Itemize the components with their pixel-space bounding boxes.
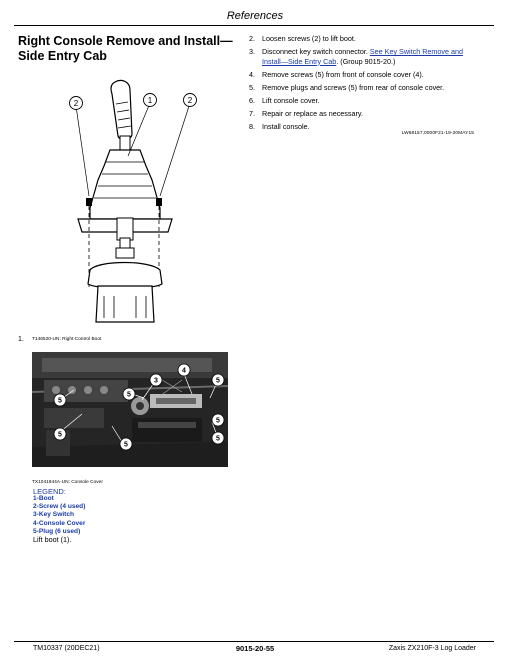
svg-text:5: 5 — [216, 435, 220, 443]
svg-text:5: 5 — [216, 417, 220, 425]
step-item: 5. Remove plugs and screws (5) from rear of console cover. — [249, 82, 445, 92]
callout-5 — [212, 374, 224, 386]
figure1-caption: T146520-UN: Right Control Boot — [32, 337, 102, 342]
callout-1 — [144, 94, 157, 107]
legend-title: LEGEND: — [33, 487, 66, 496]
key-switch-reference-link[interactable]: See Key Switch Remove and Install—Side Entry Cab — [262, 47, 463, 66]
callout-5 — [212, 414, 224, 426]
svg-text:1: 1 — [147, 96, 153, 105]
reference-code: LW68157,0000F21-19-20MAY15 — [401, 131, 474, 136]
callout-2-right — [184, 94, 197, 107]
page-number: 9015-20-55 — [235, 644, 275, 653]
step-item: 3. Disconnect key switch connector. See Key Switch Remove and Install—Side Entry Cab. (Group 9015-20.) — [249, 47, 463, 66]
page-header-label: References — [226, 10, 284, 22]
legend-item: 5-Plug (6 used) — [33, 527, 81, 535]
callout-3 — [150, 374, 162, 386]
callout-4 — [178, 364, 190, 376]
footer-rule — [14, 641, 494, 642]
svg-text:5: 5 — [216, 377, 220, 385]
svg-text:2: 2 — [73, 99, 79, 108]
console-cover-photo — [32, 352, 228, 467]
machine-model: Zaxis ZX210F-3 Log Loader — [388, 645, 476, 652]
lift-boot-step: Lift boot (1). — [33, 535, 72, 544]
procedure-steps — [249, 34, 474, 135]
callout-5 — [120, 438, 132, 450]
svg-text:5: 5 — [124, 441, 128, 449]
legend-item: 2-Screw (4 used) — [33, 503, 86, 511]
step-item: 4. Remove screws (5) from front of console cover (4). — [249, 69, 424, 79]
callout-2-left — [70, 97, 83, 110]
figure2-caption: TX1041944A-UN: Console Cover — [32, 480, 103, 485]
header-rule — [14, 25, 494, 26]
manual-id: TM10337 (20DEC21) — [33, 645, 100, 652]
callout-5 — [54, 394, 66, 406]
legend-item: 3-Key Switch — [33, 511, 75, 519]
svg-text:5: 5 — [127, 391, 131, 399]
step-item: 6. Lift console cover. — [249, 95, 320, 105]
step-item: 7. Repair or replace as necessary. — [249, 108, 363, 118]
step-item: 8. Install console. — [249, 121, 310, 131]
svg-text:5: 5 — [58, 431, 62, 439]
legend-item: 1-Boot — [33, 495, 54, 502]
legend-item: 4-Console Cover — [33, 519, 86, 527]
svg-text:3: 3 — [154, 377, 158, 385]
svg-text:5: 5 — [58, 397, 62, 405]
callout-5 — [54, 428, 66, 440]
screw-shape — [156, 198, 162, 206]
section-title: Right Console Remove and Install—Side Entry Cab — [18, 34, 233, 63]
svg-text:4: 4 — [182, 367, 186, 375]
figure-number: 1. — [18, 336, 24, 343]
screw-shape — [86, 198, 92, 206]
callout-5 — [123, 388, 135, 400]
step-item: 2. Loosen screws (2) to lift boot. — [249, 34, 356, 43]
legend-list — [33, 495, 85, 536]
callout-5 — [212, 432, 224, 444]
control-boot-illustration — [60, 74, 210, 329]
svg-text:2: 2 — [187, 96, 193, 105]
